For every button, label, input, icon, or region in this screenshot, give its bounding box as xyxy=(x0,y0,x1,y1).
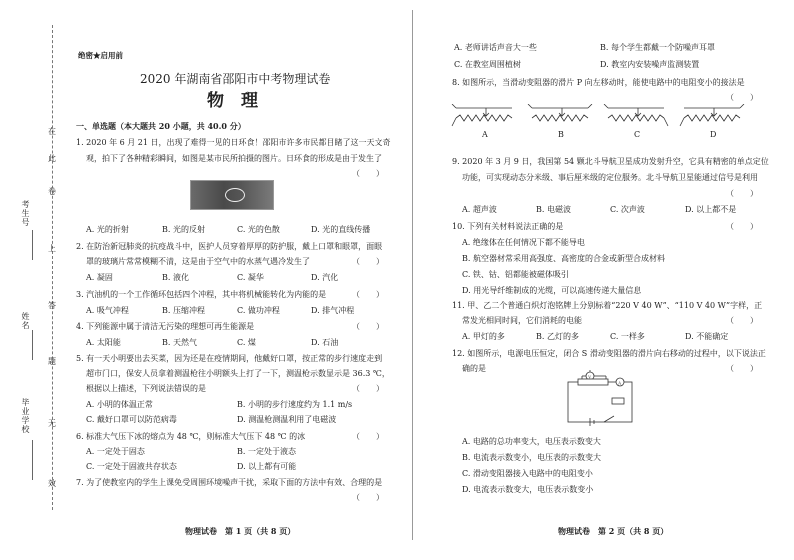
q1-line2: 观，拍下了各种精彩瞬间，如图是某市民所拍摄的图片。日环食的形成是由于发生了 xyxy=(86,154,382,163)
resistor-icon xyxy=(612,398,624,404)
q2-line1: 2. 在防治新冠肺炎的抗疫战斗中，医护人员穿着厚厚的防护服，戴上口罩和眼罩，面眼 xyxy=(76,242,383,251)
gutter-char: 在 xyxy=(48,127,56,136)
eclipse-ring-icon xyxy=(225,188,245,202)
q3-option-a: A. 吸气冲程 xyxy=(86,306,129,315)
name-label: 姓名 xyxy=(21,312,30,330)
q12-answer-paren: （ ） xyxy=(726,364,758,373)
q5-option-d: D. 测温枪测温利用了电磁波 xyxy=(237,415,337,424)
page-footer-right: 物理试卷 第 2 页（共 8 页） xyxy=(558,526,669,536)
q11-answer-paren: （ ） xyxy=(726,316,758,325)
q5-option-b: B. 小明的步行速度约为 1.1 m/s xyxy=(237,400,353,409)
school-label: 毕业学校 xyxy=(21,398,30,434)
gutter-char: 此 xyxy=(48,154,56,163)
q11-option-b: B. 乙灯的多 xyxy=(536,332,579,341)
exam-number-label: 考生号 xyxy=(21,200,30,227)
q7-option-c: C. 在教室周围植树 xyxy=(454,60,521,69)
svg-text:A: A xyxy=(618,380,622,386)
q6-answer-paren: （ ） xyxy=(352,432,384,441)
section-heading: 一、单选题（本大题共 20 小题，共 40.0 分） xyxy=(76,121,246,131)
exam-title: 2020 年湖南省邵阳市中考物理试卷 xyxy=(140,72,331,86)
subject-title: 物 理 xyxy=(207,91,258,111)
q7-line1: 7. 为了使教室内的学生上课免受周围环境噪声干扰，采取下面的方法中有效、合理的是 xyxy=(76,478,383,487)
q9-option-c: C. 次声波 xyxy=(610,205,645,214)
q8-line1: 8. 如图所示，当滑动变阻器的滑片 P 向左移动时，能使电路中的电阻变小的接法是 xyxy=(452,78,745,87)
q9-option-a: A. 超声波 xyxy=(462,205,497,214)
q5-answer-paren: （ ） xyxy=(352,384,384,393)
q1-option-d: D. 光的直线传播 xyxy=(311,225,371,234)
rheostat-diagrams xyxy=(450,104,750,130)
rheostat-c-icon xyxy=(604,104,668,126)
secret-mark: 绝密★启用前 xyxy=(78,51,123,60)
q6-option-a: A. 一定处于固态 xyxy=(86,447,145,456)
q7-option-d: D. 教室内安装噪声监测装置 xyxy=(600,60,700,69)
q2-option-c: C. 凝华 xyxy=(237,273,264,282)
q6-option-b: B. 一定处于液态 xyxy=(237,447,296,456)
binding-line xyxy=(52,25,53,510)
q4-line1: 4. 下列能源中属于清洁无污染的理想可再生能源是 xyxy=(76,322,255,331)
q2-line2: 罩的玻璃片常常模糊不清，这是由于空气中的水蒸气遇冷发生了 xyxy=(86,257,310,266)
q12-option-d: D. 电流表示数变大，电压表示数变小 xyxy=(462,485,594,494)
q5-option-c: C. 戴好口罩可以防范病毒 xyxy=(86,415,177,424)
q4-option-b: B. 天然气 xyxy=(162,338,197,347)
rheostat-d-icon xyxy=(680,104,744,126)
q3-line1: 3. 汽油机的一个工作循环包括四个冲程，其中将机械能转化为内能的是 xyxy=(76,290,327,299)
q9-line2: 功能，可实现动态分米级、事后厘米级的定位服务。北斗导航卫星能通过信号是利用 xyxy=(462,173,758,182)
q5-line1: 5. 有一天小明要出去买菜，因为还是在疫情期间，他戴好口罩，按正常的步行速度走到 xyxy=(76,354,383,363)
q5-line2: 超市门口，保安人员拿着测温枪往小明额头上打了一下，测温枪示数显示是 36.3 ℃， xyxy=(86,369,390,378)
page-footer-left: 物理试卷 第 1 页（共 8 页） xyxy=(185,526,296,536)
q1-option-a: A. 光的折射 xyxy=(86,225,129,234)
q1-answer-paren: （ ） xyxy=(352,169,384,178)
q10-option-c: C. 铁、钴、铝都能被磁体吸引 xyxy=(462,270,569,279)
gutter-char: 上 xyxy=(48,244,56,253)
q10-line1: 10. 下列有关材料说法正确的是 xyxy=(452,222,564,231)
q12-line1: 12. 如图所示，电源电压恒定，闭合 S 滑动变阻器的滑片向右移动的过程中，以下说法正 xyxy=(452,349,766,358)
q4-option-d: D. 石油 xyxy=(311,338,339,347)
q9-option-d: D. 以上都不是 xyxy=(685,205,737,214)
q10-option-b: B. 航空器材常采用高强度、高密度的合金或新型合成材料 xyxy=(462,254,665,263)
q1-line1: 1. 2020 年 6 月 21 日，出现了难得一见的日环食！邵阳市许多市民都目睹了这一天文奇 xyxy=(76,138,391,147)
q3-option-c: C. 做功冲程 xyxy=(237,306,280,315)
q3-answer-paren: （ ） xyxy=(352,290,384,299)
q1-option-b: B. 光的反射 xyxy=(162,225,205,234)
gutter-char: 卷 xyxy=(48,187,56,196)
circuit-diagram xyxy=(560,368,640,430)
q9-option-b: B. 电磁波 xyxy=(536,205,571,214)
q5-line3: 根据以上描述，下列说法错误的是 xyxy=(86,384,206,393)
rheostat-b-icon xyxy=(528,104,592,121)
gutter-char: 题 xyxy=(48,357,56,366)
q8-label-b: B xyxy=(558,130,564,139)
exam-number-blank xyxy=(32,230,33,260)
q10-option-d: D. 用光导纤维制成的光缆，可以高速传递大量信息 xyxy=(462,286,642,295)
q12-option-b: B. 电流表示数变小，电压表的示数变大 xyxy=(462,453,601,462)
q5-option-a: A. 小明的体温正常 xyxy=(86,400,153,409)
q8-answer-paren: （ ） xyxy=(726,93,758,102)
q4-option-a: A. 太阳能 xyxy=(86,338,121,347)
q7-option-b: B. 每个学生都戴一个防噪声耳罩 xyxy=(600,43,715,52)
gutter-char: 答 xyxy=(48,301,56,310)
q2-option-a: A. 凝固 xyxy=(86,273,113,282)
name-blank xyxy=(32,330,33,360)
q2-option-b: B. 液化 xyxy=(162,273,189,282)
q10-option-a: A. 绝缘体在任何情况下都不能导电 xyxy=(462,238,585,247)
q7-option-a: A. 老师讲话声音大一些 xyxy=(454,43,537,52)
solar-eclipse-photo xyxy=(190,180,274,210)
q8-label-a: A xyxy=(482,130,488,139)
q10-answer-paren: （ ） xyxy=(726,222,758,231)
q9-line1: 9. 2020 年 3 月 9 日，我国第 54 颗北斗导航卫星成功发射升空，它具有精密的单点定位 xyxy=(452,157,769,166)
q6-option-d: D. 以上都有可能 xyxy=(237,462,297,471)
gutter-char: 无 xyxy=(48,419,56,428)
rheostat-icon xyxy=(578,379,608,385)
q2-answer-paren: （ ） xyxy=(352,257,384,266)
svg-text:V: V xyxy=(588,374,592,380)
page-divider xyxy=(412,10,413,540)
q11-option-d: D. 不能确定 xyxy=(685,332,729,341)
q11-option-a: A. 甲灯的多 xyxy=(462,332,505,341)
q9-answer-paren: （ ） xyxy=(726,189,758,198)
q8-label-d: D xyxy=(710,130,717,139)
q11-option-c: C. 一样多 xyxy=(610,332,645,341)
school-blank xyxy=(32,440,33,480)
q7-answer-paren: （ ） xyxy=(352,493,384,502)
q2-option-d: D. 汽化 xyxy=(311,273,339,282)
q11-line2: 常发光相同时间，它们消耗的电能 xyxy=(462,316,582,325)
gutter-char: 效 xyxy=(48,479,56,488)
q3-option-d: D. 排气冲程 xyxy=(311,306,355,315)
q4-option-c: C. 煤 xyxy=(237,338,256,347)
q4-answer-paren: （ ） xyxy=(352,322,384,331)
q3-option-b: B. 压缩冲程 xyxy=(162,306,205,315)
q11-line1: 11. 甲、乙二个普通白炽灯泡铭牌上分别标着“220 V 40 W”、“110 V 40 W”字样，正 xyxy=(452,301,763,310)
q6-option-c: C. 一定处于固液共存状态 xyxy=(86,462,177,471)
q6-line1: 6. 标准大气压下冰的熔点为 48 ℃，则标准大气压下 48 ℃ 的冰 xyxy=(76,432,306,441)
q12-option-a: A. 电路的总功率变大，电压表示数变大 xyxy=(462,437,601,446)
q12-option-c: C. 滑动变阻器接入电路中的电阻变小 xyxy=(462,469,593,478)
rheostat-a-icon xyxy=(452,104,512,126)
q12-line2: 确的是 xyxy=(462,364,486,373)
q8-label-c: C xyxy=(634,130,641,139)
q1-option-c: C. 光的色散 xyxy=(237,225,280,234)
